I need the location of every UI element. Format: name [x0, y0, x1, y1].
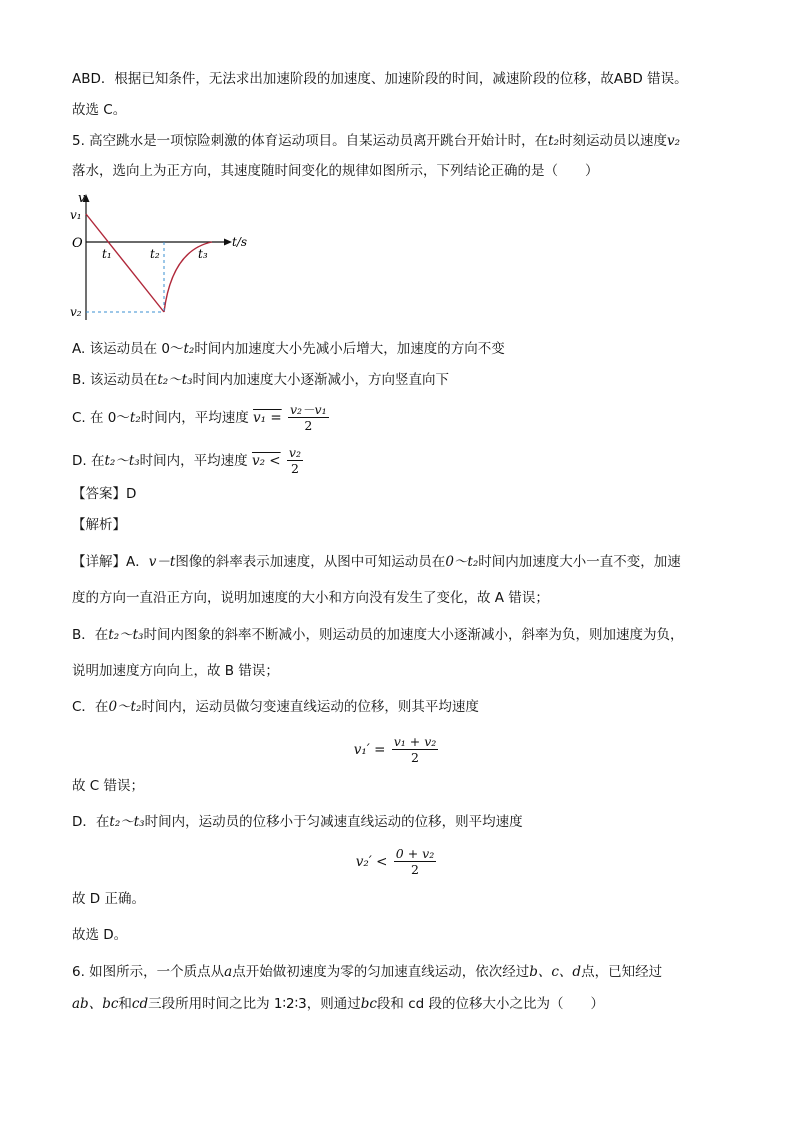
detail-line: D．在t₂～t₃时间内，运动员的位移小于匀减速直线运动的位移，则平均速度: [72, 814, 523, 830]
detail-line: 【详解】A．v－t图像的斜率表示加速度，从图中可知运动员在0～t₂时间内加速度大小一直不变，加速: [72, 554, 681, 570]
option-b: B. 该运动员在t₂～t₃时间内加速度大小逐渐减小，方向竖直向下: [72, 372, 450, 388]
question-6-line: 6. 如图所示，一个质点从a点开始做初速度为零的匀加速直线运动，依次经过b、c、d点，已知经过: [72, 964, 663, 980]
detail-line: 故选 D。: [72, 927, 128, 943]
question-5-line: 5. 高空跳水是一项惊险刺激的体育运动项目。自某运动员离开跳台开始计时，在t₂时刻运动员以速度v₂: [72, 133, 681, 149]
v1-label: v₁: [70, 208, 82, 222]
fraction: $\frac{\text{v₁ + v₂}}{2}$: [393, 734, 437, 765]
equation-c: v₁′ = $\frac{\text{v₁ + v₂}}{2}$: [353, 734, 437, 765]
option-c: C. 在 0～t₂时间内，平均速度 v₁ = $\frac{\text{v₂－v₁}}{2}$: [72, 402, 327, 433]
detail-line: 度的方向一直沿正方向，说明加速度的大小和方向没有发生了变化，故 A 错误；: [72, 590, 549, 606]
detail-line: B．在t₂～t₃时间内图象的斜率不断减小，则运动员的加速度大小逐渐减小，斜率为负，则加速度为负，: [72, 627, 684, 643]
question-5-line: 落水，选向上为正方向，其速度随时间变化的规律如图所示，下列结论正确的是（ ）: [72, 163, 599, 179]
t2-label: t₂: [150, 247, 160, 261]
text-line: 故选 C。: [72, 102, 127, 118]
t3-label: t₃: [198, 247, 208, 261]
option-d: D. 在t₂～t₃时间内，平均速度 v₂ < $\frac{\text{v₂}}{2}$: [72, 445, 301, 476]
answer-line: 【答案】D: [72, 486, 137, 502]
detail-line: C．在0～t₂时间内，运动员做匀变速直线运动的位移，则其平均速度: [72, 699, 479, 715]
detail-line: 故 D 正确。: [72, 891, 145, 907]
option-a: A. 该运动员在 0～t₂时间内加速度大小先减小后增大，加速度的方向不变: [72, 341, 505, 357]
detail-line: 说明加速度方向向上，故 B 错误；: [72, 663, 279, 679]
t-axis-arrow: [224, 239, 232, 246]
v2-label: v₂: [70, 305, 82, 319]
fraction: $\frac{\text{0 + v₂}}{2}$: [395, 846, 435, 877]
fraction: $\frac{\text{v₂－v₁}}{2}$: [289, 402, 327, 433]
linear-segment: [86, 214, 164, 312]
t1-label: t₁: [102, 247, 112, 261]
velocity-time-graph: [64, 190, 264, 334]
question-6-line: ab、bc和cd三段所用时间之比为 1∶2∶3，则通过bc段和 cd 段的位移大小之比为（ ）: [72, 996, 604, 1012]
t-axis-label: t/s: [232, 235, 248, 249]
detail-line: 故 C 错误；: [72, 778, 145, 794]
fraction: $\frac{\text{v₂}}{2}$: [288, 445, 301, 476]
text-line: ABD．根据已知条件，无法求出加速阶段的加速度、加速阶段的时间，减速阶段的位移，故ABD 错误。: [72, 71, 688, 87]
equation-d: v₂′ < $\frac{\text{0 + v₂}}{2}$: [355, 846, 435, 877]
analysis-label: 【解析】: [72, 517, 126, 533]
v-axis-label: v: [78, 191, 86, 206]
origin-label: O: [72, 236, 83, 251]
